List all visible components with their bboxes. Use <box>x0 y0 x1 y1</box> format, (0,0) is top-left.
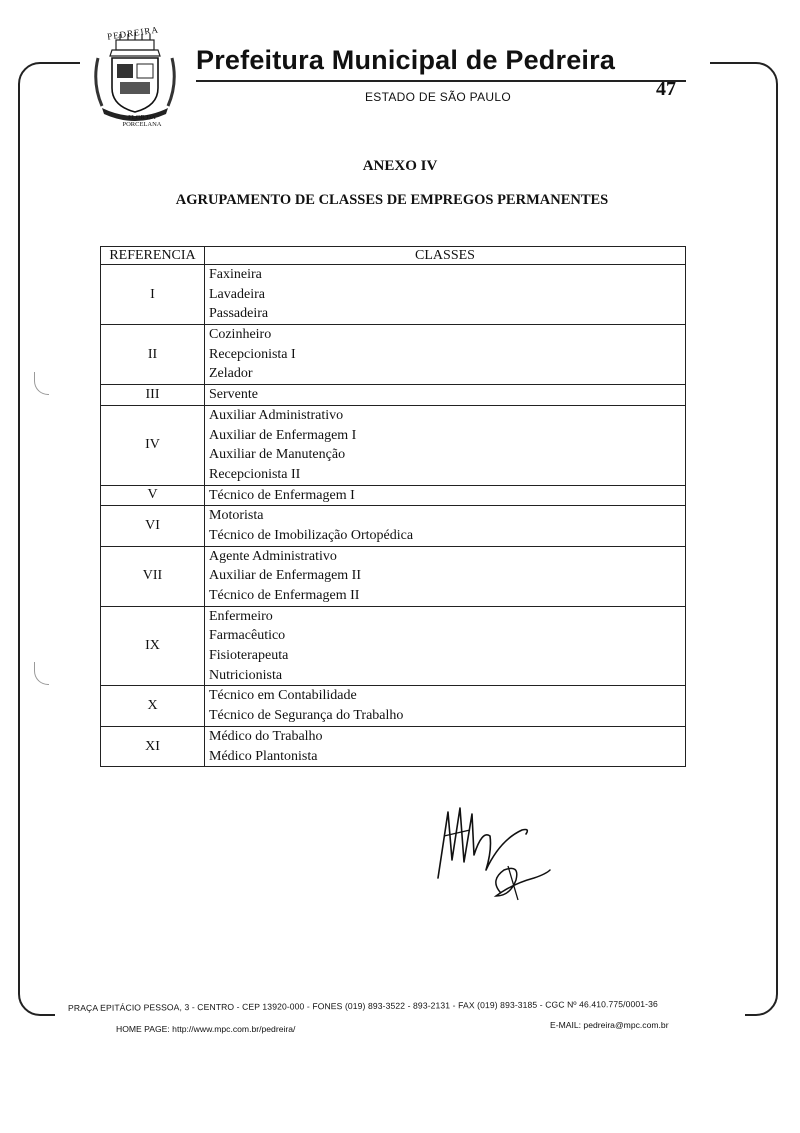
letterhead-rule <box>196 80 686 82</box>
classes-cell <box>205 606 686 686</box>
seal-caption <box>112 114 172 128</box>
referencia-cell: IV <box>101 405 205 485</box>
handwritten-signature <box>430 800 570 910</box>
class-item: Enfermeiro <box>209 608 273 624</box>
column-header-classes: CLASSES <box>205 247 686 265</box>
table-row <box>101 726 686 766</box>
class-item: Motorista <box>209 508 264 524</box>
referencia-cell: III <box>101 385 205 406</box>
class-item: Fisioterapeuta <box>209 648 289 664</box>
classes-cell <box>205 726 686 766</box>
classes-cell <box>205 405 686 485</box>
class-item: Técnico em Contabilidade <box>209 688 357 704</box>
table-row <box>101 325 686 385</box>
classes-cell <box>205 325 686 385</box>
table-row <box>101 606 686 686</box>
class-item: Lavadeira <box>209 286 265 302</box>
class-item: Agente Administrativo <box>209 548 337 564</box>
table-row <box>101 686 686 726</box>
class-item: Passadeira <box>209 306 269 322</box>
column-header-referencia: REFERENCIA <box>101 247 205 265</box>
class-item: Recepcionista II <box>209 466 301 482</box>
footer-homepage: HOME PAGE: http://www.mpc.com.br/pedreira/ <box>116 1024 296 1034</box>
class-item: Técnico de Enfermagem I <box>209 487 355 503</box>
class-item: Técnico de Segurança do Trabalho <box>209 708 404 724</box>
table-row <box>101 405 686 485</box>
class-item: Técnico de Enfermagem II <box>209 588 360 603</box>
referencia-cell: V <box>101 485 205 506</box>
footer-email: E-MAIL: pedreira@mpc.com.br <box>550 1020 669 1030</box>
municipal-seal-icon <box>90 28 180 128</box>
table-row <box>101 506 686 546</box>
classes-cell <box>205 265 686 325</box>
class-item: Médico do Trabalho <box>209 728 323 744</box>
classes-table-body <box>101 265 686 767</box>
class-item: Recepcionista I <box>209 346 296 362</box>
table-row <box>101 485 686 506</box>
seal-city-name: PEDREIRA <box>106 24 160 42</box>
annex-subtitle: AGRUPAMENTO DE CLASSES DE EMPREGOS PERMANENTES <box>175 192 609 208</box>
class-item: Auxiliar de Enfermagem II <box>209 568 361 584</box>
classes-table <box>100 246 686 767</box>
table-row <box>101 265 686 325</box>
class-item: Auxiliar de Manutenção <box>209 447 346 463</box>
annex-title: ANEXO IV <box>362 158 438 174</box>
class-item: Faxineira <box>209 267 262 282</box>
table-header-row <box>101 247 686 265</box>
classes-cell <box>205 686 686 726</box>
referencia-cell: VII <box>101 546 205 606</box>
classes-cell <box>205 485 686 506</box>
classes-cell <box>205 506 686 546</box>
letterhead-title: Prefeitura Municipal de Pedreira <box>196 45 616 75</box>
footer-address: PRAÇA EPITÁCIO PESSOA, 3 - CENTRO - CEP 13920-000 - FONES (019) 893-3522 - 893-2131 - FAX (019) 893-3185 - CGC Nº 46.410.775/0001-36 <box>68 998 658 1013</box>
page-number: 47 <box>656 78 676 100</box>
class-item: Servente <box>209 387 258 403</box>
classes-cell <box>205 385 686 406</box>
referencia-cell: II <box>101 325 205 385</box>
referencia-cell: IX <box>101 606 205 686</box>
class-item: Zelador <box>209 366 253 382</box>
referencia-cell: XI <box>101 726 205 766</box>
class-item: Nutricionista <box>209 667 283 683</box>
class-item: Técnico de Imobilização Ortopédica <box>209 527 414 543</box>
class-item: Auxiliar Administrativo <box>209 407 344 423</box>
referencia-cell: I <box>101 265 205 325</box>
class-item: Auxiliar de Enfermagem I <box>209 427 357 443</box>
classes-cell <box>205 546 686 606</box>
referencia-cell: VI <box>101 506 205 546</box>
table-row <box>101 546 686 606</box>
table-row <box>101 385 686 406</box>
referencia-cell: X <box>101 686 205 726</box>
class-item: Médico Plantonista <box>209 748 318 764</box>
class-item: Cozinheiro <box>209 327 272 343</box>
seal-caption-line: PORCELANA <box>122 121 162 128</box>
seal-caption-line: FLOR DA <box>128 114 156 121</box>
letterhead-state: ESTADO DE SÃO PAULO <box>365 90 511 104</box>
class-item: Farmacêutico <box>209 628 286 644</box>
